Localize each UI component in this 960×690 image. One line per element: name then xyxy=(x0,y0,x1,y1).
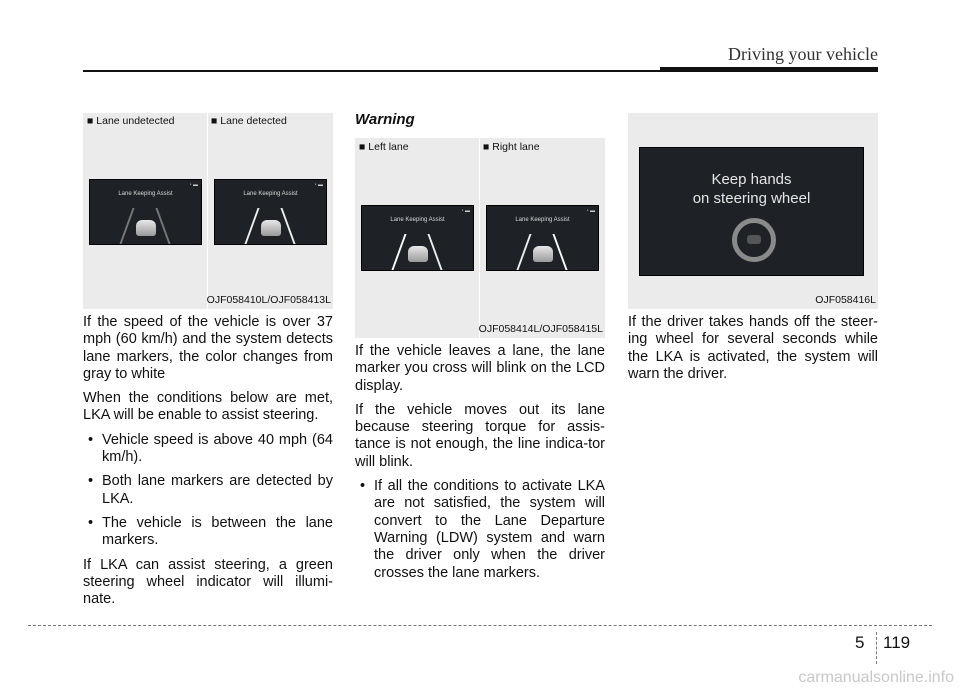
bullet-item: • Vehicle speed is above 40 mph (64 km/h). xyxy=(83,432,333,467)
chapter-number: 5 xyxy=(855,633,865,652)
warning-heading: Warning xyxy=(355,111,415,128)
figure-divider xyxy=(479,138,480,338)
right-lane-marker xyxy=(427,234,442,270)
left-lane-marker xyxy=(119,208,134,244)
message-line-2: on steering wheel xyxy=(692,190,811,207)
figure-code: OJF058410L/OJF058413L xyxy=(206,294,331,306)
car-icon xyxy=(261,220,281,236)
status-icons: ◔ ▬ xyxy=(585,208,595,214)
lcd-title: Lane Keeping Assist xyxy=(118,191,173,197)
lane-detected-label: ■ Lane detected xyxy=(211,115,287,127)
status-icons: ◔ ▬ xyxy=(188,182,198,188)
section-title: Driving your vehicle xyxy=(728,44,878,64)
bullet-item: • Both lane markers are detected by LKA. xyxy=(83,473,333,508)
message-line-1: Keep hands xyxy=(711,171,792,188)
lane-undetected-label: ■ Lane undetected xyxy=(87,115,175,127)
keep-hands-message xyxy=(640,170,863,208)
right-lane-label: ■ Right lane xyxy=(483,141,540,153)
lcd-screen-left-lane xyxy=(361,205,474,271)
figure-code: OJF058414L/OJF058415L xyxy=(478,323,603,335)
watermark: carmanualsonline.info xyxy=(798,669,954,686)
lka-lane-warning-figure xyxy=(355,138,605,338)
paragraph: If the speed of the vehicle is over 37 mph (60 km/h) and the system detects lane markers, the color changes from gray to white xyxy=(83,314,333,382)
left-lane-marker xyxy=(391,234,406,270)
left-lane-marker xyxy=(516,234,531,270)
left-body-text xyxy=(83,314,333,615)
right-lane-marker xyxy=(280,208,295,244)
lcd-title: Lane Keeping Assist xyxy=(390,217,445,223)
left-lane-label: ■ Left lane xyxy=(359,141,409,153)
left-lane-marker xyxy=(244,208,259,244)
status-icons: ◔ ▬ xyxy=(460,208,470,214)
page-number-separator xyxy=(876,632,877,664)
paragraph: If LKA can assist steering, a green steering wheel indicator will illumi-nate. xyxy=(83,556,333,608)
car-icon xyxy=(533,246,553,262)
steering-wheel-icon xyxy=(732,218,776,262)
figure-divider xyxy=(207,113,208,309)
figure-code: OJF058416L xyxy=(815,294,876,306)
bullet-item: • The vehicle is between the lane markers. xyxy=(83,515,333,550)
car-icon xyxy=(408,246,428,262)
lka-lane-status-figure xyxy=(83,113,333,309)
paragraph: If the vehicle leaves a lane, the lane marker you cross will blink on the LCD display. xyxy=(355,343,605,394)
lcd-title: Lane Keeping Assist xyxy=(515,217,570,223)
car-icon xyxy=(136,220,156,236)
right-lane-marker xyxy=(155,208,170,244)
middle-body-text xyxy=(355,343,605,589)
lcd-title: Lane Keeping Assist xyxy=(243,191,298,197)
bullet-item: • If all the conditions to activate LKA are not satisfied, the system will convert to the Lane Departure Warning (LDW) system and warn the driver only when the driver crosses the lane markers. xyxy=(355,478,605,582)
footer-rule xyxy=(28,625,932,626)
status-icons: ◔ ▬ xyxy=(313,182,323,188)
lcd-screen-keep-hands xyxy=(639,147,864,276)
right-body-text xyxy=(628,314,878,390)
page-number: 119 xyxy=(883,633,911,652)
keep-hands-figure xyxy=(628,113,878,309)
paragraph: When the conditions below are met, LKA will be enable to assist steering. xyxy=(83,390,333,424)
header-rule-accent xyxy=(660,67,878,72)
lcd-screen-detected xyxy=(214,179,327,245)
steering-wheel-hub xyxy=(747,235,761,244)
paragraph: If the vehicle moves out its lane because steering torque for assis-tance is not enough, the line indica-tor will blink. xyxy=(355,401,605,470)
lcd-screen-undetected xyxy=(89,179,202,245)
lcd-screen-right-lane xyxy=(486,205,599,271)
paragraph: If the driver takes hands off the steer-ing wheel for several seconds while the LKA is activated, the system will warn the driver. xyxy=(628,314,878,382)
right-lane-marker xyxy=(552,234,567,270)
